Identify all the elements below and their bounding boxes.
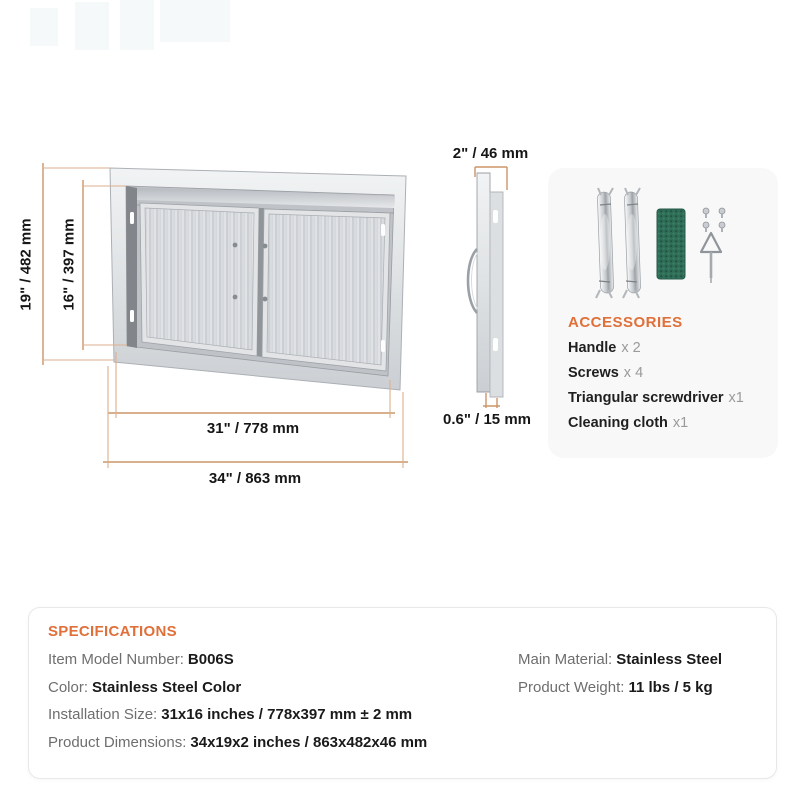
door-diagram: [110, 168, 406, 390]
spec-model-number: Item Model Number: B006S: [48, 651, 234, 668]
accessory-item-cloth: Cleaning cloth x1: [568, 415, 689, 431]
hinge-slot: [381, 224, 385, 236]
door-panel-right: [262, 209, 390, 371]
accessories-list: [568, 339, 744, 433]
spec-main-material: Main Material: Stainless Steel: [518, 651, 723, 668]
door-panel-left: [140, 203, 259, 356]
side-view-diagram: [468, 173, 503, 397]
handle-image: [623, 188, 641, 298]
accessory-item-screws: Screws x 4: [568, 365, 644, 381]
dim-label-width-inner: 31" / 778 mm: [206, 420, 300, 437]
hinge-slot: [381, 340, 385, 352]
hinge-slot: [130, 310, 134, 322]
dim-label-depth: 2" / 46 mm: [452, 145, 529, 162]
accessory-item-handle: Handle x 2: [568, 340, 641, 356]
screws-image: [703, 208, 725, 232]
accessories-title: ACCESSORIES: [568, 314, 683, 331]
accessory-item-screwdriver: Triangular screwdriver x1: [568, 390, 744, 406]
dim-label-width-outer: 34" / 863 mm: [208, 470, 302, 487]
side-handle-arc: [468, 249, 477, 313]
spec-product-dimensions: Product Dimensions: 34x19x2 inches / 863x482x46 mm: [48, 734, 428, 751]
dim-label-flange: 0.6" / 15 mm: [443, 411, 531, 428]
hinge-slot: [130, 212, 134, 224]
spec-product-weight: Product Weight: 11 lbs / 5 kg: [518, 679, 713, 696]
handle-image: [596, 188, 614, 298]
triangular-screwdriver-image: [701, 233, 721, 283]
specifications-title: SPECIFICATIONS: [48, 623, 177, 640]
spec-color: Color: Stainless Steel Color: [48, 679, 242, 696]
cleaning-cloth-image: [657, 209, 685, 279]
spec-installation-size: Installation Size: 31x16 inches / 778x397 mm ± 2 mm: [48, 706, 413, 723]
door-left-jamb: [126, 186, 137, 348]
dim-label-height-outer: 19" / 482 mm: [17, 218, 35, 311]
dim-label-height-inner: 16" / 397 mm: [60, 218, 78, 311]
